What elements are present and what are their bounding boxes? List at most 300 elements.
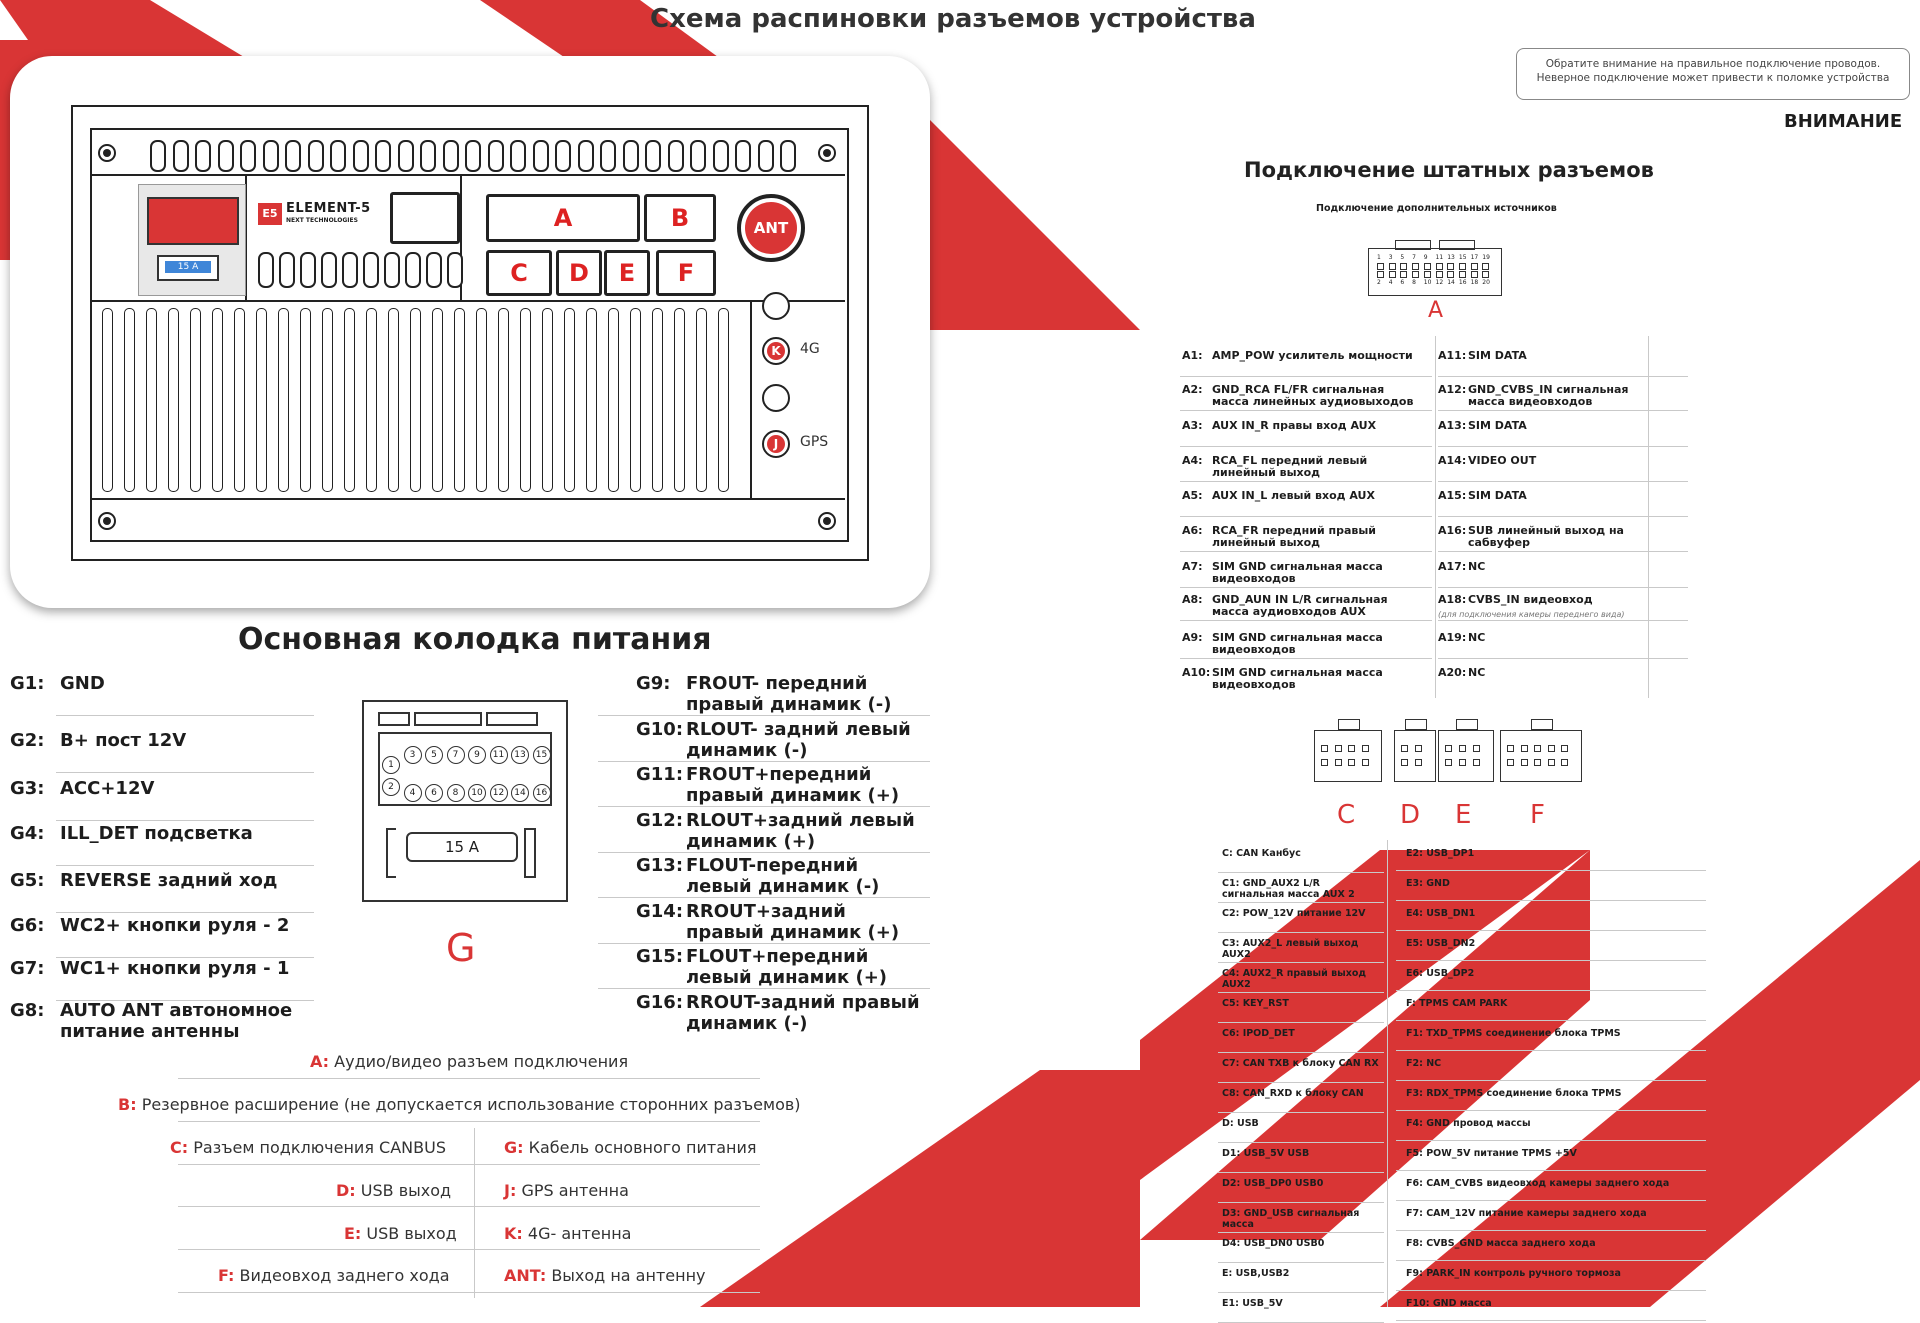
a-pin-item [1182, 525, 1422, 553]
pin-code: G5: [10, 870, 45, 891]
separator [1396, 870, 1706, 871]
pin-text: ILL_DET подсветка [60, 823, 253, 844]
a-pin [1459, 263, 1466, 270]
cdef-item: E2: USB_DP1 [1406, 848, 1475, 859]
vent-slot [375, 140, 391, 172]
pin-text: FROUT- передний правый динамик (-) [686, 673, 892, 715]
separator [1396, 1290, 1706, 1291]
separator [178, 1206, 760, 1207]
separator [1438, 516, 1688, 517]
vent-slot [102, 308, 113, 492]
separator [1438, 446, 1688, 447]
vent-slot [195, 140, 211, 172]
a-pin-text: GND_RCA FL/FR сигнальная масса линейных аудиовыходов [1212, 383, 1414, 408]
pin-code: G14: [636, 900, 684, 922]
pin-text: FLOUT-передний левый динамик (-) [686, 855, 880, 897]
separator [1218, 1142, 1384, 1143]
screw-icon [98, 512, 116, 530]
a18-note: (для подключения камеры переднего вида) [1438, 610, 1625, 619]
connector-f: F [656, 250, 716, 296]
pin-code: G9: [636, 673, 671, 694]
legend-code: B: [118, 1095, 137, 1114]
legend-text: GPS антенна [521, 1181, 629, 1200]
a-pin-text: NC [1468, 631, 1486, 644]
legend-text: Разъем подключения CANBUS [193, 1138, 446, 1157]
vent-slot [321, 252, 337, 288]
vent-slot [388, 308, 399, 492]
legend-item [118, 1095, 801, 1114]
a-pin [1412, 271, 1419, 278]
connector-a-drawing [1368, 248, 1502, 296]
cdef-item: D: USB [1222, 1118, 1259, 1129]
cdef-item: C5: KEY_RST [1222, 998, 1289, 1009]
pin-text: RROUT-задний правый динамик (-) [686, 991, 920, 1034]
pin-text: RLOUT+задний левый динамик (+) [686, 809, 915, 852]
cdef-item: F1: TXD_TPMS соединение блока TPMS [1406, 1028, 1621, 1039]
cdef-connector [1438, 730, 1494, 782]
g-fuse [406, 832, 518, 862]
legend-code: E: [344, 1224, 362, 1243]
a-pin [1471, 263, 1478, 270]
a-pin-number: 2 [1377, 279, 1381, 286]
a-pin-number: 6 [1400, 279, 1405, 286]
brand-tagline: NEXT TECHNOLOGIES [286, 217, 358, 224]
a-pin-text: SIM DATA [1468, 419, 1527, 432]
c-pin [1348, 759, 1355, 766]
device-panel [10, 56, 930, 608]
page-title: Схема распиновки разъемов устройства [650, 4, 1256, 34]
legend-text: Выход на антенну [551, 1266, 706, 1285]
a-pin-item [1438, 561, 1648, 589]
a-pin-number: 3 [1388, 254, 1393, 261]
a-pin-code: A13: [1438, 419, 1467, 432]
separator [598, 761, 930, 762]
pin-code: G8: [10, 1000, 45, 1021]
a-pin-text: AUX IN_R правы вход AUX [1212, 419, 1377, 432]
g-pin: 2 [382, 778, 400, 796]
separator [1438, 376, 1688, 377]
a-pin-number: 4 [1388, 279, 1393, 286]
cdef-item: C7: CAN TXB к блоку CAN RX [1222, 1058, 1379, 1069]
cdef-item: F3: RDX_TPMS соединение блока TPMS [1406, 1088, 1622, 1099]
vent-slot [150, 140, 166, 172]
a-pin-number: 11 [1435, 254, 1444, 261]
a-pin-text: RCA_FL передний левый линейный выход [1212, 454, 1368, 479]
a-pin-item [1438, 667, 1648, 695]
vent-slot [443, 140, 459, 172]
separator [1180, 446, 1432, 447]
separator [1438, 481, 1688, 482]
vent-slot [300, 308, 311, 492]
pin-text: WC1+ кнопки руля - 1 [60, 958, 290, 979]
pin-code: G3: [10, 778, 45, 799]
c-pin [1321, 759, 1328, 766]
a-pin-code: A6: [1182, 524, 1203, 537]
screw-icon [818, 512, 836, 530]
cdef-item: F9: PARK_IN контроль ручного тормоза [1406, 1268, 1621, 1279]
a-pin-text: SIM GND сигнальная масса видеовходов [1212, 631, 1383, 656]
connector-b: B [644, 194, 716, 242]
pin-text: FLOUT+передний левый динамик (+) [686, 946, 888, 988]
separator [178, 1249, 760, 1250]
power-pin-item [10, 778, 310, 799]
cdef-item: F: TPMS CAM PARK [1406, 998, 1508, 1009]
vent-slot [488, 140, 504, 172]
c-pin [1445, 759, 1452, 766]
power-pin-item [636, 673, 936, 715]
a-pin-text: SIM GND сигнальная масса видеовходов [1212, 560, 1383, 585]
separator [1218, 962, 1384, 963]
vent-slot [718, 308, 729, 492]
a-pin-number: 9 [1423, 254, 1428, 261]
c-pin [1507, 759, 1514, 766]
separator [56, 912, 314, 913]
pin-text: FROUT+передний правый динамик (+) [686, 764, 900, 806]
separator [598, 897, 930, 898]
vent-slot [398, 140, 414, 172]
c-pin [1521, 745, 1528, 752]
a-pin [1471, 271, 1478, 278]
right-subtitle: Подключение дополнительных источников [1316, 203, 1557, 214]
power-pin-item [636, 855, 936, 897]
pin-code: G7: [10, 958, 45, 979]
a-pin-code: A4: [1182, 454, 1203, 467]
legend-text: Видеовход заднего хода [239, 1266, 450, 1285]
cdef-item: C6: IPOD_DET [1222, 1028, 1295, 1039]
legend-text: USB выход [366, 1224, 457, 1243]
legend-item [504, 1266, 706, 1285]
vent-slot [735, 140, 751, 172]
pin-text: REVERSE задний ход [60, 870, 278, 891]
vent-slot [218, 140, 234, 172]
pin-text: B+ пост 12V [60, 730, 187, 751]
vent-slot [330, 140, 346, 172]
vent-slot [278, 308, 289, 492]
legend-code: C: [170, 1138, 189, 1157]
a-pin [1389, 263, 1396, 270]
cdef-item: C8: CAN_RXD к блоку CAN [1222, 1088, 1364, 1099]
connector-key [1531, 719, 1553, 730]
vent-slot [124, 308, 135, 492]
port-gps-label: GPS [800, 434, 829, 450]
c-pin [1534, 759, 1541, 766]
c-pin [1548, 745, 1555, 752]
a-pin [1447, 263, 1454, 270]
ant-label: ANT [745, 202, 797, 254]
cdef-item: C2: POW_12V питание 12V [1222, 908, 1366, 919]
c-pin [1401, 759, 1408, 766]
power-pin-item [636, 992, 936, 1034]
a-pin [1400, 263, 1407, 270]
pin-text: WC2+ кнопки руля - 2 [60, 915, 290, 936]
a-pin-item [1182, 667, 1422, 695]
g-pin: 8 [447, 784, 465, 802]
pin-text: AUTO ANT автономное питание антенны [60, 1000, 293, 1042]
vent-slot [465, 140, 481, 172]
a-pin-code: A12: [1438, 383, 1467, 396]
a-pin-number: 19 [1482, 254, 1490, 261]
g-pin: 11 [490, 746, 508, 764]
cdef-item: E4: USB_DN1 [1406, 908, 1476, 919]
vent-slot [426, 252, 442, 288]
fuse-block [157, 255, 219, 281]
power-pin-item [636, 810, 936, 852]
a-pin-code: A15: [1438, 489, 1467, 502]
cdef-item: C3: AUX2_L левый выход AUX2 [1222, 938, 1359, 960]
vent-slot [420, 140, 436, 172]
a-pin-item [1182, 350, 1422, 378]
a-pin-number: 13 [1447, 254, 1455, 261]
a-pin [1459, 271, 1466, 278]
connector-e: E [604, 250, 650, 296]
cdef-label: D [1400, 800, 1421, 830]
vent-slot [405, 252, 421, 288]
a-pin-code: A18: [1438, 593, 1467, 606]
pin-text: GND [60, 673, 105, 694]
separator [1180, 410, 1432, 411]
separator [178, 1078, 760, 1079]
legend-item [504, 1138, 757, 1157]
vent-slot [608, 308, 619, 492]
separator [1438, 551, 1688, 552]
cdef-item: F10: GND масса [1406, 1298, 1492, 1309]
g-pin: 3 [404, 746, 422, 764]
separator [178, 1292, 760, 1293]
c-pin [1445, 745, 1452, 752]
pin-text: RLOUT- задний левый динамик (-) [686, 718, 911, 761]
a-pin-item [1438, 420, 1648, 448]
cdef-label: C [1337, 800, 1356, 830]
separator [1396, 900, 1706, 901]
separator [1218, 1082, 1384, 1083]
separator [1180, 658, 1432, 659]
a-pin-code: A3: [1182, 419, 1203, 432]
a-pin-text: SIM DATA [1468, 349, 1527, 362]
connector-g-drawing [362, 700, 568, 902]
c-pin [1473, 759, 1480, 766]
separator [598, 715, 930, 716]
connector-key [1405, 719, 1427, 730]
cdef-item: E1: USB_5V [1222, 1298, 1283, 1309]
a-pin-code: A1: [1182, 349, 1203, 362]
screw-icon [98, 144, 116, 162]
pin-code: G2: [10, 730, 45, 751]
a-pin-item [1182, 455, 1422, 483]
separator [1218, 1262, 1384, 1263]
separator [1396, 1050, 1706, 1051]
c-pin [1362, 759, 1369, 766]
a-pin-text: AMP_POW усилитель мощности [1212, 349, 1413, 362]
power-pin-item [10, 730, 310, 751]
g-pin: 5 [425, 746, 443, 764]
cdef-item: E6: USB_DP2 [1406, 968, 1475, 979]
port-ring [762, 292, 790, 320]
power-pin-item [10, 870, 310, 891]
vent-slot [690, 140, 706, 172]
separator [474, 1128, 475, 1298]
separator [56, 820, 314, 821]
separator [1396, 1140, 1706, 1141]
vent-slot [510, 140, 526, 172]
separator [178, 1121, 760, 1122]
a-pin-text: GND_CVBS_IN сигнальная масса видеовходов [1468, 383, 1629, 408]
a-pin [1424, 271, 1431, 278]
a-pin-number: 18 [1470, 279, 1479, 286]
a-pin-number: 14 [1447, 279, 1455, 286]
cdef-item: D3: GND_USB сигнальная масса [1222, 1208, 1360, 1230]
warning-text: Обратите внимание на правильное подключение проводов. Неверное подключение может привести к поломке устройства [1536, 58, 1890, 84]
a-pin-code: A7: [1182, 560, 1203, 573]
vent-slot [564, 308, 575, 492]
power-pin-item [10, 673, 310, 694]
power-connector-red [147, 197, 239, 245]
pin-code: G1: [10, 673, 45, 694]
separator [1396, 990, 1706, 991]
vent-slot [279, 252, 295, 288]
a-pin-code: A19: [1438, 631, 1467, 644]
g-pin: 13 [511, 746, 529, 764]
port-4g-letter: K [767, 342, 785, 360]
a-pin-text: SIM DATA [1468, 489, 1527, 502]
cdef-item: F7: CAM_12V питание камеры заднего хода [1406, 1208, 1647, 1219]
a-pin-code: A9: [1182, 631, 1203, 644]
vent-slot [363, 252, 379, 288]
separator [1218, 932, 1384, 933]
cdef-item: F5: POW_5V питание TPMS +5V [1406, 1148, 1577, 1159]
power-harness-block [138, 184, 246, 296]
legend-item [504, 1224, 631, 1243]
a-pin-number: 1 [1377, 254, 1381, 261]
separator [1396, 1260, 1706, 1261]
a-pin-text: AUX IN_L левый вход AUX [1212, 489, 1375, 502]
legend-item [336, 1181, 451, 1200]
vent-slot [256, 308, 267, 492]
a-pin-code: A16: [1438, 524, 1467, 537]
g-fuse-label: 15 A [444, 838, 480, 856]
cdef-label: E [1455, 800, 1472, 830]
separator [1218, 1112, 1384, 1113]
port-gps [762, 430, 790, 458]
a-pin-code: A17: [1438, 560, 1467, 573]
c-pin [1521, 759, 1528, 766]
g-pin: 4 [404, 784, 422, 802]
c-pin [1561, 745, 1568, 752]
right-title: Подключение штатных разъемов [1244, 158, 1654, 182]
vent-slot [173, 140, 189, 172]
separator [1180, 376, 1432, 377]
spare-port [390, 192, 460, 244]
g-pin: 7 [447, 746, 465, 764]
g-pin: 16 [533, 784, 551, 802]
separator [598, 806, 930, 807]
vent-slot [240, 140, 256, 172]
legend-code: K: [504, 1224, 523, 1243]
vent-slot [366, 308, 377, 492]
c-pin [1561, 759, 1568, 766]
a-pin [1436, 271, 1443, 278]
a-pin-number: 15 [1458, 254, 1467, 261]
vent-slot [322, 308, 333, 492]
a-pin-item [1182, 490, 1422, 518]
g-pin: 1 [382, 756, 400, 774]
g-pin: 12 [490, 784, 508, 802]
cdef-item: F6: CAM_CVBS видеовход камеры заднего хода [1406, 1178, 1670, 1189]
vent-slot [410, 308, 421, 492]
a-pin [1436, 263, 1443, 270]
pin-code: G4: [10, 823, 45, 844]
c-pin [1362, 745, 1369, 752]
brand-badge: E5 [258, 203, 282, 225]
separator [1180, 481, 1432, 482]
a-pin-item [1438, 455, 1648, 483]
separator [1396, 1230, 1706, 1231]
power-pin-item [636, 719, 936, 761]
legend-code: F: [218, 1266, 235, 1285]
a-pin-text: RCA_FR передний правый линейный выход [1212, 524, 1377, 549]
c-pin [1534, 745, 1541, 752]
a-pin-code: A11: [1438, 349, 1467, 362]
c-pin [1548, 759, 1555, 766]
vent-slot [520, 308, 531, 492]
connector-a-label: A [1428, 298, 1444, 323]
a-pin-item [1438, 350, 1648, 378]
warning-label: ВНИМАНИЕ [1784, 111, 1903, 132]
cdef-item: E3: GND [1406, 878, 1450, 889]
vent-slot [600, 140, 616, 172]
a-pin-text: VIDEO OUT [1468, 454, 1537, 467]
pin-code: G10: [636, 718, 684, 740]
port-4g [762, 337, 790, 365]
separator [1218, 872, 1384, 873]
separator [1218, 1292, 1384, 1293]
g-pin: 10 [468, 784, 486, 802]
vent-slot [432, 308, 443, 492]
connector-key [1456, 719, 1478, 730]
separator [56, 715, 314, 716]
vent-slot [258, 252, 274, 288]
power-pin-item [10, 915, 310, 936]
connector-g-label: G [446, 926, 476, 970]
connector-a: A [486, 194, 640, 242]
a-pin-code: A20: [1438, 666, 1467, 679]
connector-d: D [556, 250, 602, 296]
screw-icon [818, 144, 836, 162]
cdef-item: C1: GND_AUX2 L/R сигнальная масса AUX 2 [1222, 878, 1355, 900]
a-pin-number: 17 [1470, 254, 1479, 261]
g-pin: 15 [533, 746, 551, 764]
separator [1396, 1080, 1706, 1081]
c-pin [1401, 745, 1408, 752]
g-pin: 14 [511, 784, 529, 802]
cdef-item: F4: GND провод массы [1406, 1118, 1531, 1129]
vent-slot [713, 140, 729, 172]
a-pin-item [1438, 490, 1648, 518]
separator [1180, 551, 1432, 552]
c-pin [1473, 745, 1480, 752]
separator [1218, 1022, 1384, 1023]
pin-code: G12: [636, 809, 684, 831]
c-pin [1321, 745, 1328, 752]
power-title: Основная колодка питания [238, 622, 712, 657]
pin-code: G11: [636, 764, 684, 785]
legend-item [170, 1138, 446, 1157]
power-pin-item [636, 764, 936, 806]
vent-slot [146, 308, 157, 492]
separator [1438, 410, 1688, 411]
c-pin [1415, 745, 1422, 752]
separator [1218, 902, 1384, 903]
power-pin-item [636, 901, 936, 943]
